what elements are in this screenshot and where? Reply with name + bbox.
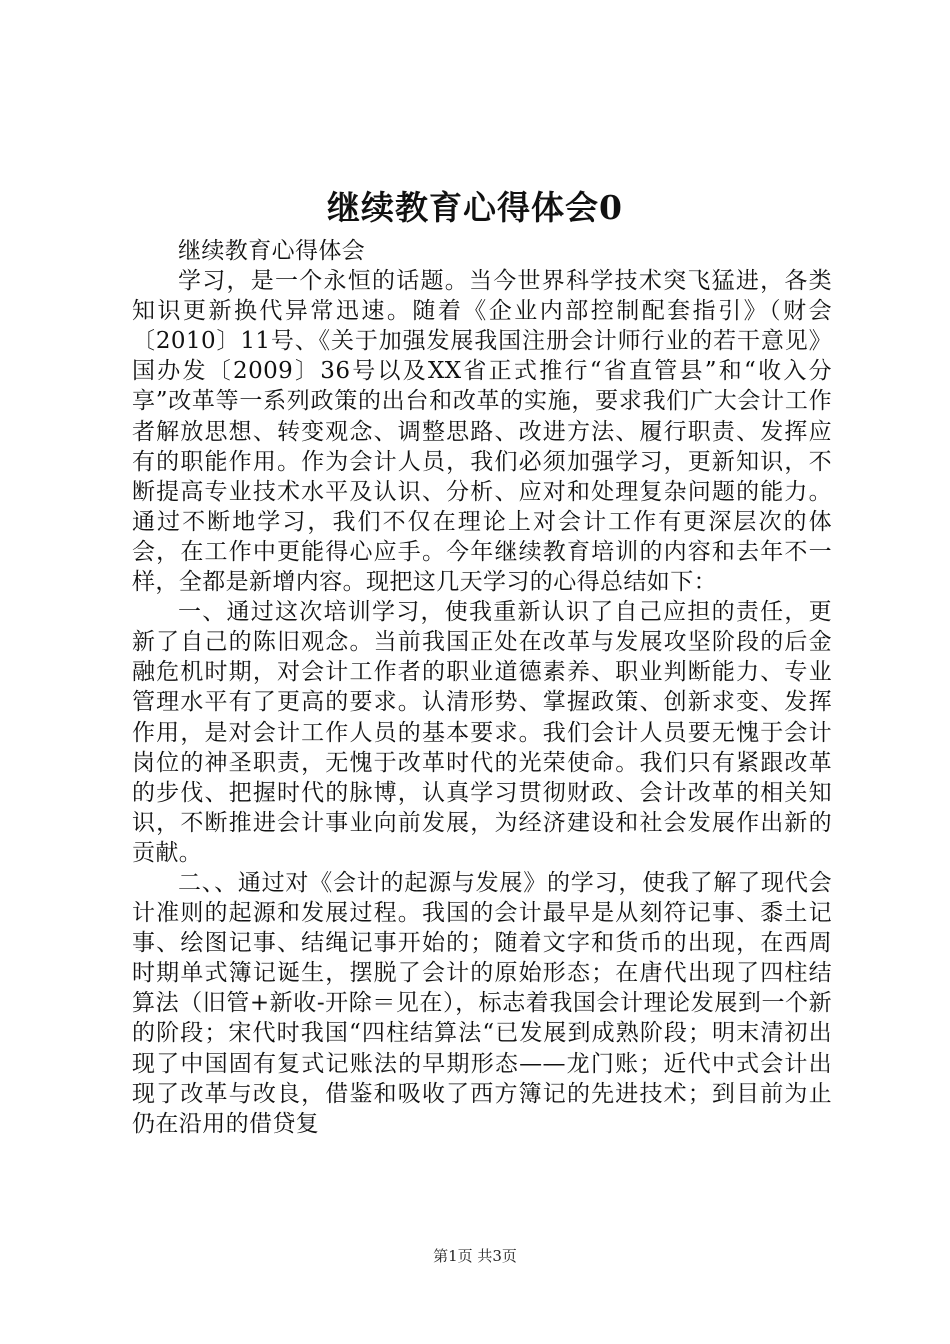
body-paragraph-section-two: 二、、通过对《会计的起源与发展》的学习，使我了解了现代会计准则的起源和发展过程。我国的会计最早是从刻符记事、黍土记事、绘图记事、结绳记事开始的；随着文字和货币的出现，在西周时期单式簿记诞生，摆脱了会计的原始形态；在唐代出现了四柱结算法（旧管+新收-开除＝见在），标志着我国会计理论发展到一个新的阶段；宋代时我国“四柱结算法“已发展到成熟阶段；明末清初出现了中国固有复式记账法的早期形态——龙门账；近代中式会计出现了改革与改良，借鉴和吸收了西方簿记的先进技术；到目前为止仍在沿用的借贷复 (132, 869, 832, 1137)
body-paragraph-intro: 学习，是一个永恒的话题。当今世界科学技术突飞猛进，各类知识更新换代异常迅速。随着《企业内部控制配套指引》（财会〔2010〕11号、《关于加强发展我国注册会计师行业的若干意见》国办发〔2009〕36号以及XX省正式推行“省直管县”和“收入分享”改革等一系列政策的出台和改革的实施，要求我们广大会计工作者解放思想、转变观念、调整思路、改进方法、履行职责、发挥应有的职能作用。作为会计人员，我们必须加强学习，更新知识，不断提高专业技术水平及认识、分析、应对和处理复杂问题的能力。通过不断地学习，我们不仅在理论上对会计工作有更深层次的体会，在工作中更能得心应手。今年继续教育培训的内容和去年不一样，全都是新增内容。现把这几天学习的心得总结如下： (132, 268, 832, 596)
page-number-footer: 第1页 共3页 (433, 1247, 517, 1265)
document-body (132, 236, 832, 1139)
body-paragraph-subtitle: 继续教育心得体会 (178, 238, 366, 264)
body-paragraph-section-one: 一、通过这次培训学习，使我重新认识了自己应担的责任，更新了自己的陈旧观念。当前我国正处在改革与发展攻坚阶段的后金融危机时期，对会计工作者的职业道德素养、职业判断能力、专业管理水平有了更高的要求。认清形势、掌握政策、创新求变、发挥作用，是对会计工作人员的基本要求。我们会计人员要无愧于会计岗位的神圣职责，无愧于改革时代的光荣使命。我们只有紧跟改革的步伐、把握时代的脉博，认真学习贯彻财政、会计改革的相关知识，不断推进会计事业向前发展，为经济建设和社会发展作出新的贡献。 (132, 599, 832, 866)
document-title: 继续教育心得体会0 (327, 188, 623, 227)
